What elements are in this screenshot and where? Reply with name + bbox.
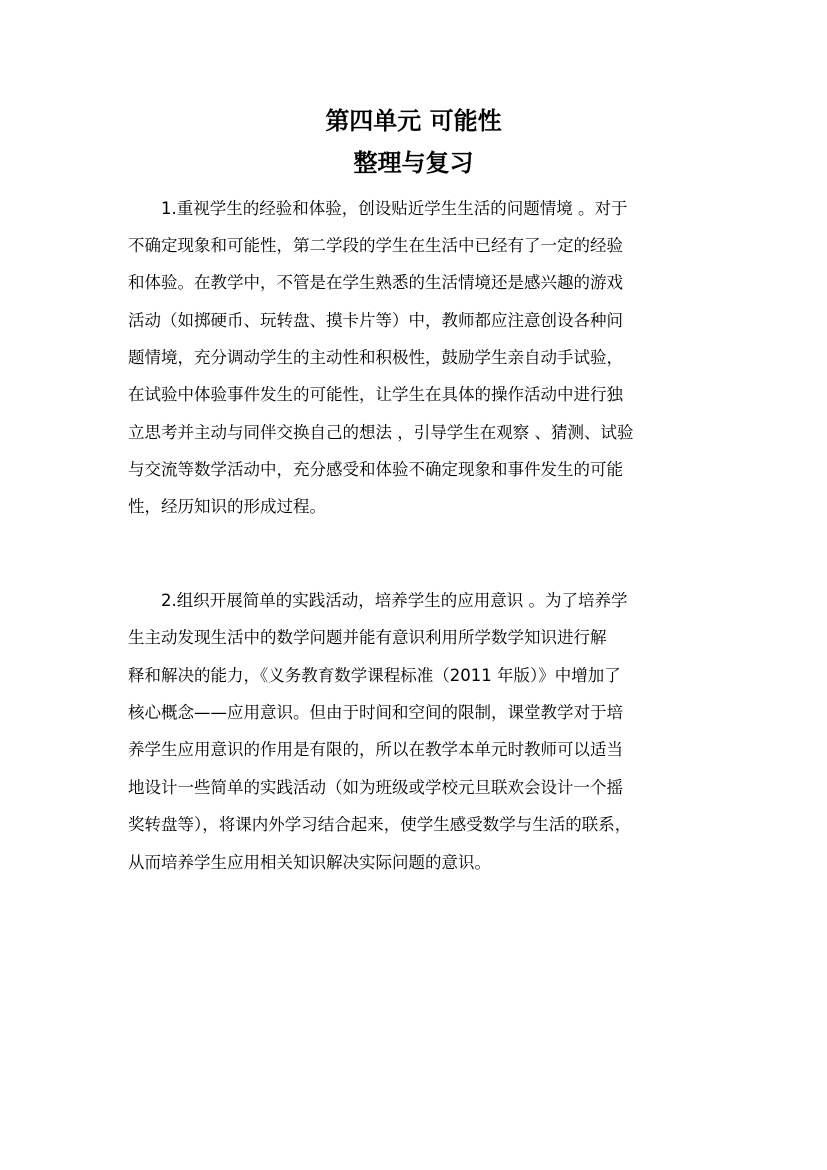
paragraph-line: 和体验。在教学中，不管是在学生熟悉的生活情境还是感兴趣的游戏 [128,273,623,292]
paragraph-line: 不确定现象和可能性，第二学段的学生在生活中已经有了一定的经验 [128,236,623,255]
paragraph-line: 与交流等数学活动中，充分感受和体验不确定现象和事件发生的可能 [128,460,623,479]
paragraph-line: 活动（如掷硬币、玩转盘、摸卡片等）中，教师都应注意创设各种问 [128,311,623,330]
page-title: 第四单元 可能性 [325,106,502,135]
paragraph-line: 题情境，充分调动学生的主动性和积极性，鼓励学生亲自动手试验， [128,348,623,367]
paragraph-line: 养学生应用意识的作用是有限的，所以在教学本单元时教师可以适当 [128,740,623,759]
paragraph-line: 性，经历知识的形成过程。 [128,497,326,516]
page-subtitle: 整理与复习 [353,148,474,177]
paragraph-line: 释和解决的能力，《义务教育数学课程标准（2011 年版）》中增加了 [128,666,621,685]
paragraph-line: 生主动发现生活中的数学问题并能有意识利用所学数学知识进行解 [128,628,607,647]
paragraph-line: 核心概念——应用意识。但由于时间和空间的限制，课堂教学对于培 [128,703,623,722]
paragraph-line: 在试验中体验事件发生的可能性，让学生在具体的操作活动中进行独 [128,385,623,404]
paragraph-line: 1.重视学生的经验和体验，创设贴近学生生活的问题情境 。对于 [161,199,628,218]
paragraph-line: 立思考并主动与同伴交换自己的想法 ，引导学生在观察 、猜测、试验 [128,423,634,442]
paragraph-line: 2.组织开展简单的实践活动，培养学生的应用意识 。为了培养学 [161,591,628,610]
paragraph-line: 地设计一些简单的实践活动（如为班级或学校元旦联欢会设计一个摇 [128,778,623,797]
paragraph-line: 从而培养学生应用相关知识解决实际问题的意识。 [128,853,491,872]
paragraph-line: 奖转盘等），将课内外学习结合起来，使学生感受数学与生活的联系， [128,815,632,834]
